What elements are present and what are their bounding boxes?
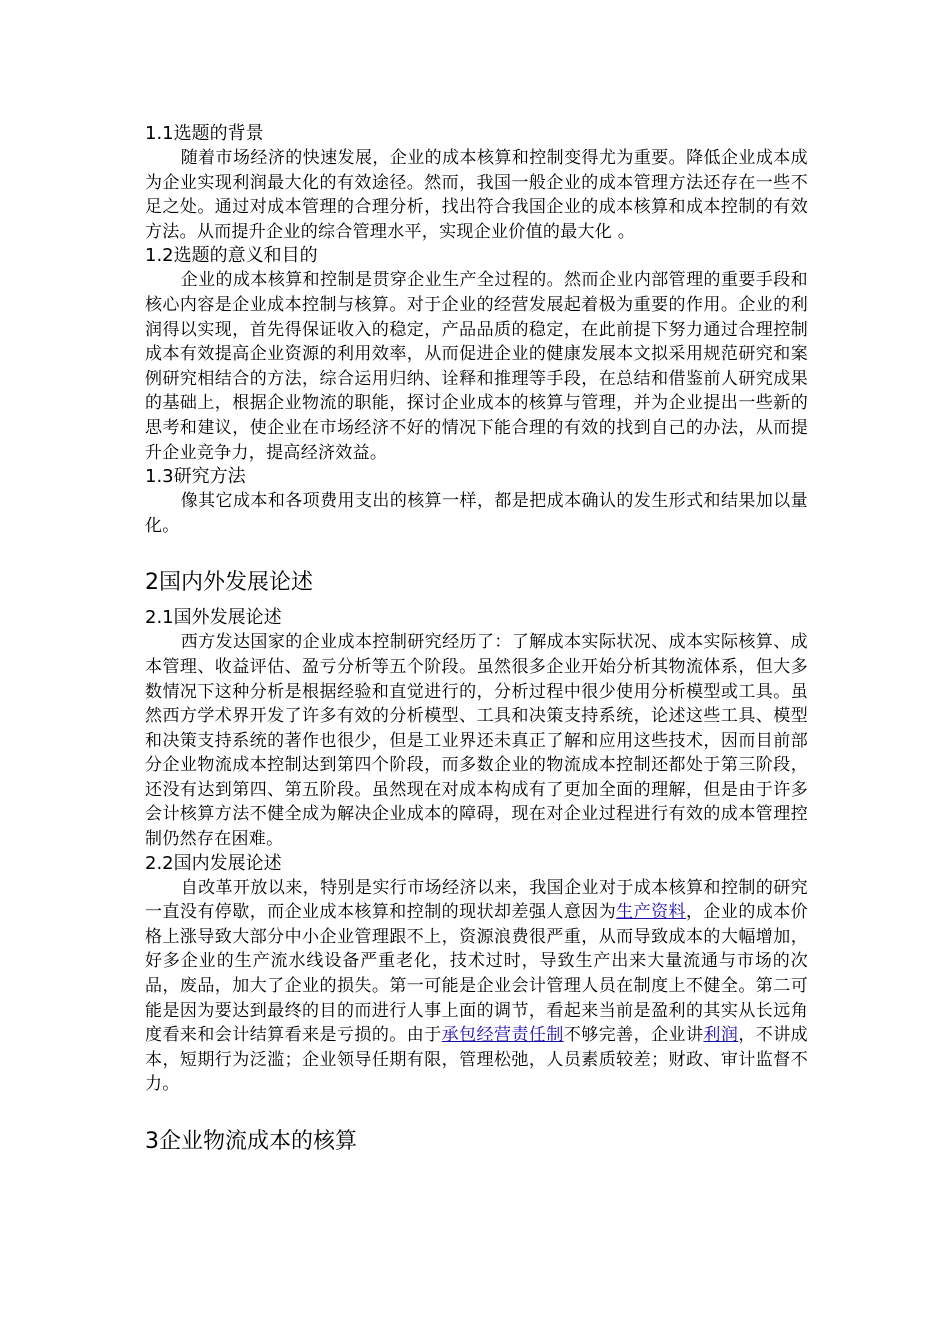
chapter-heading-3: 3企业物流成本的核算 [145,1129,357,1154]
section-heading-1-3: 1.3研究方法 [145,466,246,488]
paragraph-1-2: 企业的成本核算和控制是贯穿企业生产全过程的。然而企业内部管理的重要手段和核心内容是企业成本控制与核算。对于企业的经营发展起着极为重要的作用。企业的利润得以实现，首先得保证收入的稳定，产品品质的稳定，在此前提下努力通过合理控制成本有效提高企业资源的利用效率，从而促进企业的健康发展本文拟采用规范研究和案例研究相结合的方法，综合运用归纳、诠释和推理等手段，在总结和借鉴前人研究成果的基础上，根据企业物流的职能，探讨企业成本的核算与管理，并为企业提出一些新的思考和建议，使企业在市场经济不好的情况下能合理的有效的找到自己的办法，从而提升企业竞争力，提高经济效益。 [145,270,808,463]
paragraph-2-1: 西方发达国家的企业成本控制研究经历了：了解成本实际状况、成本实际核算、成本管理、收益评估、盈亏分析等五个阶段。虽然很多企业开始分析其物流体系，但大多数情况下这种分析是根据经验和直觉进行的，分析过程中很少使用分析模型或工具。虽然西方学术界开发了许多有效的分析模型、工具和决策支持系统，论述这些工具、模型和决策支持系统的著作也很少，但是工业界还未真正了解和应用这些技术，因而目前部分企业物流成本控制达到第四个阶段，而多数企业的物流成本控制还都处于第三阶段，还没有达到第四、第五阶段。虽然现在对成本构成有了更加全面的理解，但是由于许多会计核算方法不健全成为解决企业成本的障碍，现在对企业过程进行有效的成本管理控制仍然存在困难。 [145,632,808,850]
spacer [145,1097,808,1127]
paragraph-text: ，企业的成本价格上涨导致大部分中小企业管理跟不上，资源浪费很严重，从而导致成本的大幅增加，好多企业的生产流水线设备严重老化，技术过时，导致生产出来大量流通与市场的次品，废品，加大了企业的损失。第一可能是企业会计管理人员在制度上不健全。第二可能是因为要达到最终的目的而进行人事上面的调节，看起来当前是盈利的其实从长远角度看来和会计结算看来是亏损的。由于 [145,902,808,1046]
paragraph-text: 不够完善，企业讲 [563,1025,704,1046]
document-page [145,122,808,1157]
section-heading-1-2: 1.2选题的意义和目的 [145,245,318,267]
section-heading-1-1: 1.1选题的背景 [145,123,264,144]
spacer [145,598,808,606]
link-profit[interactable]: 利润 [703,1025,739,1046]
paragraph-text: 自改革开放以来，特别是实行市场经济以来，我国企业对于成本核算和控制的研究一直没有停歇，而企业成本核算和控制的现状却差强人意因为 [145,877,808,923]
section-heading-2-1: 2.1国外发展论述 [145,607,282,629]
section-heading-2-2: 2.2国内发展论述 [145,852,282,874]
paragraph-text: ，不讲成本，短期行为泛滥；企业领导任期有限，管理松弛，人员素质较差；财政、审计监督不力。 [145,1025,808,1095]
link-contract-responsibility-system[interactable]: 承包经营责任制 [441,1025,564,1046]
paragraph-1-1: 随着市场经济的快速发展，企业的成本核算和控制变得尤为重要。降低企业成本成为企业实现利润最大化的有效途径。然而，我国一般企业的成本管理方法还存在一些不足之处。通过对成本管理的合理分析，找出符合我国企业的成本核算和成本控制的有效方法。从而提升企业的综合管理水平，实现企业价值的最大化 。 [145,148,808,242]
link-production-materials[interactable]: 生产资料 [616,902,686,923]
paragraph-2-2 [145,876,808,1097]
paragraph-1-3: 像其它成本和各项费用支出的核算一样，都是把成本确认的发生形式和结果加以量化。 [145,491,808,536]
spacer [145,538,808,568]
chapter-heading-2: 2国内外发展论述 [145,570,313,596]
